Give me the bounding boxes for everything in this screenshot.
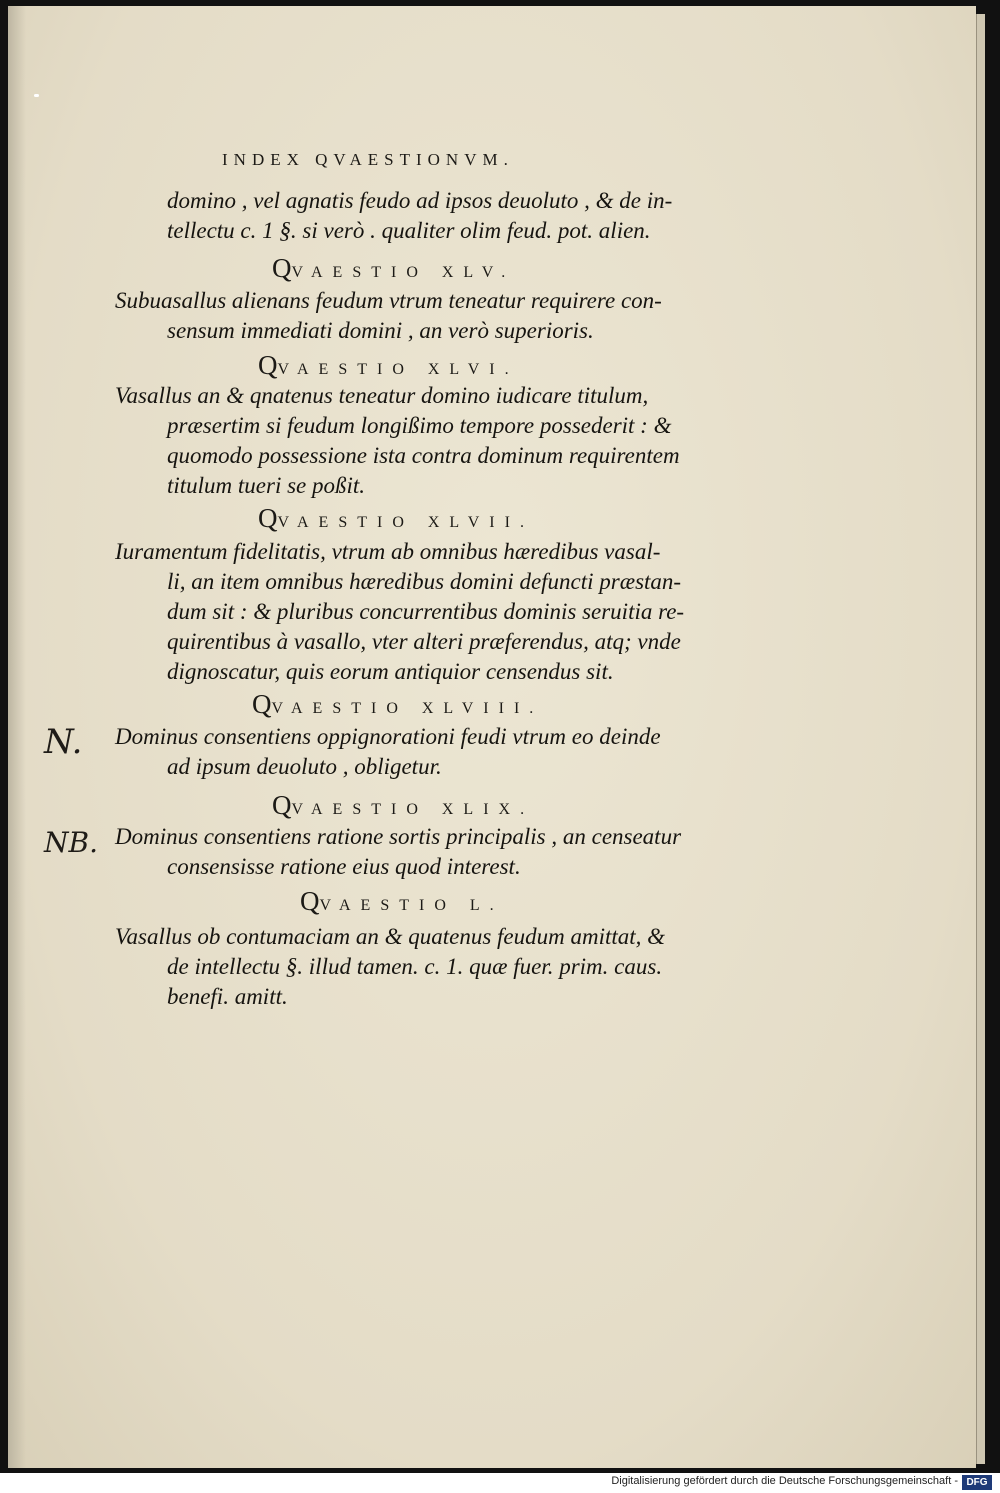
- question-heading-xlvi: QVAESTIO XLVI.: [258, 350, 519, 380]
- question-heading-xlviii: QVAESTIO XLVIII.: [252, 689, 544, 719]
- paper-fleck: [34, 94, 39, 97]
- entry-xlviii: [115, 722, 730, 782]
- text-line: dignoscatur, quis eorum antiquior censendus sit.: [167, 659, 614, 684]
- running-head: INDEX QVAESTIONVM.: [222, 150, 514, 169]
- text-line: Dominus consentiens ratione sortis principalis , an censeatur: [115, 824, 682, 849]
- question-heading-xlix: QVAESTIO XLIX.: [272, 790, 535, 820]
- text-line: benefi. amitt.: [167, 984, 288, 1009]
- dfg-logo: DFG: [962, 1475, 992, 1490]
- text-line: tellectu c. 1 §. si verò . qualiter olim feud. pot. alien.: [167, 218, 651, 243]
- text-line: Vasallus ob contumaciam an & quatenus feudum amittat, &: [115, 924, 666, 949]
- entry-xliv-continuation: [115, 186, 730, 246]
- page-edge: [976, 14, 985, 1464]
- text-line: titulum tueri se poßit.: [167, 473, 366, 498]
- text-line: præsertim si feudum longißimo tempore possederit : &: [167, 413, 672, 438]
- marginal-note: N.: [44, 722, 83, 762]
- text-line: quirentibus à vasallo, vter alteri præferendus, atq; vnde: [167, 629, 681, 654]
- text-line: Iuramentum fidelitatis, vtrum ab omnibus hæredibus vasal-: [115, 539, 661, 564]
- page-gutter-shadow: [8, 6, 26, 1468]
- marginal-note: NB.: [44, 826, 98, 859]
- text-line: consensisse ratione eius quod interest.: [167, 854, 521, 879]
- entry-xlvii: [115, 537, 730, 687]
- text-line: Vasallus an & qnatenus teneatur domino iudicare titulum,: [115, 383, 649, 408]
- question-heading-xlv: QVAESTIO XLV.: [272, 253, 516, 283]
- text-line: sensum immediati domini , an verò superioris.: [167, 318, 594, 343]
- entry-xlvi: [115, 381, 730, 501]
- footer-bar: [0, 1473, 1000, 1493]
- text-line: ad ipsum deuoluto , obligetur.: [167, 754, 442, 779]
- text-line: domino , vel agnatis feudo ad ipsos deuoluto , & de in-: [167, 188, 673, 213]
- funding-notice: Digitalisierung gefördert durch die Deutsche Forschungsgemeinschaft -: [611, 1475, 958, 1487]
- text-line: dum sit : & pluribus concurrentibus dominis seruitia re-: [167, 599, 685, 624]
- entry-xlv: [115, 286, 730, 346]
- text-line: quomodo possessione ista contra dominum requirentem: [167, 443, 680, 468]
- text-line: li, an item omnibus hæredibus domini defuncti præstan-: [167, 569, 682, 594]
- entry-xlix: [115, 822, 730, 882]
- question-heading-xlvii: QVAESTIO XLVII.: [258, 503, 534, 533]
- text-line: Dominus consentiens oppignorationi feudi vtrum eo deinde: [115, 724, 661, 749]
- entry-l: [115, 922, 730, 1012]
- question-heading-l: QVAESTIO L.: [300, 886, 504, 916]
- text-line: Subuasallus alienans feudum vtrum teneatur requirere con-: [115, 288, 662, 313]
- text-line: de intellectu §. illud tamen. c. 1. quæ fuer. prim. caus.: [167, 954, 663, 979]
